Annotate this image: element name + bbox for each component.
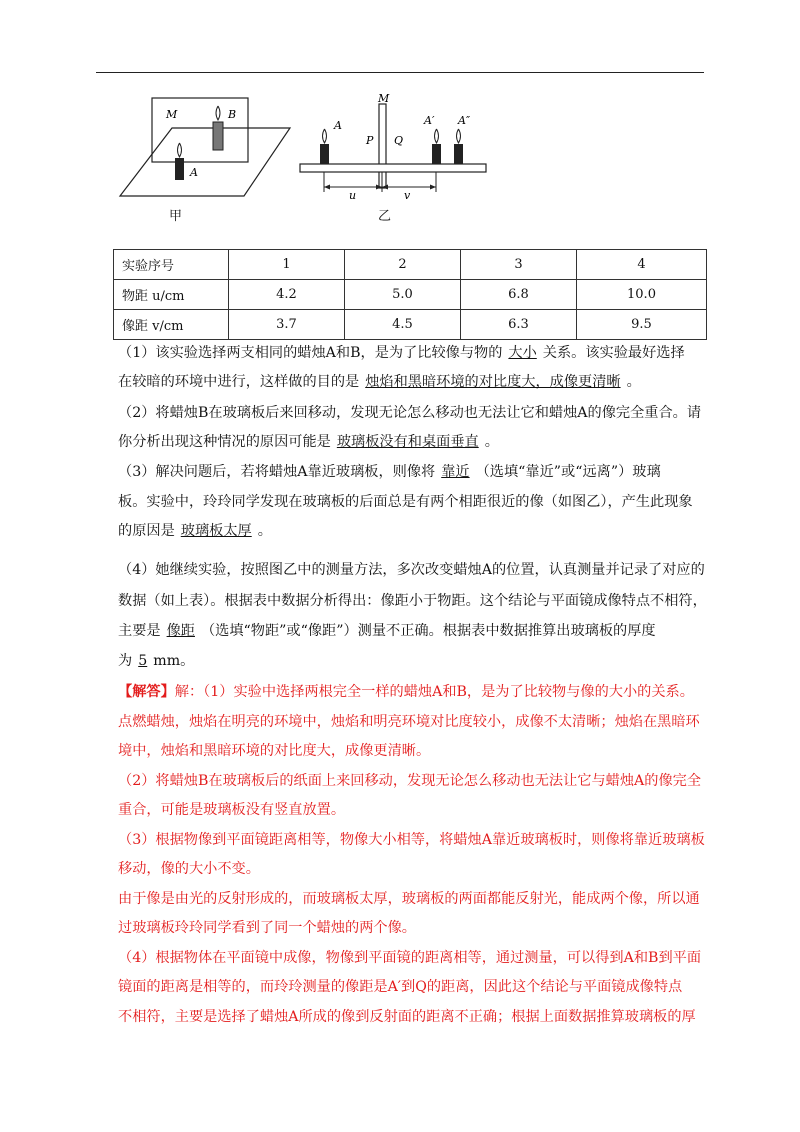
table-cell: 物距 u/cm (114, 280, 229, 310)
table-row (114, 250, 707, 280)
answer-line: （3）根据物像到平面镜距离相等，物像大小相等，将蜡烛A靠近玻璃板时，则像将靠近玻璃板 (118, 832, 705, 848)
answer-blank: 玻璃板太厚 (180, 523, 252, 539)
table-cell: 10.0 (577, 280, 707, 310)
caption-jia: 甲 (169, 209, 183, 224)
flame-b (216, 106, 220, 120)
answer-line: 移动，像的大小不变。 (118, 861, 260, 877)
answer-blank: 5 (138, 653, 148, 669)
label-u: u (349, 189, 357, 202)
answer-blank: 烛焰和黑暗环境的对比度大，成像更清晰 (365, 374, 621, 390)
answer-line: 【解答】解：（1）实验中选择两根完全一样的蜡烛A和B，是为了比较物与像的大小的关系。 (118, 684, 694, 700)
label-a-double-prime: A″ (458, 114, 471, 127)
arrow (430, 185, 436, 190)
image-a1 (432, 144, 441, 164)
candle-b (213, 122, 223, 150)
label-b: B (228, 108, 237, 121)
answer-tag: 【解答】 (118, 684, 175, 700)
table-cell: 3.7 (229, 310, 345, 340)
table-cell: 4.5 (345, 310, 461, 340)
label-p: P (366, 134, 374, 147)
answer-blank: 玻璃板没有和桌面垂直 (336, 434, 479, 450)
table-cell: 实验序号 (114, 250, 229, 280)
answer-line: 过玻璃板玲玲同学看到了同一个蜡烛的两个像。 (118, 920, 416, 936)
measurement-table (113, 249, 707, 340)
q3-line2: 板。实验中，玲玲同学发现在玻璃板的后面总是有两个相距很近的像（如图乙），产生此现象 (118, 494, 693, 510)
answer-line: 由于像是由光的反射形成的，而玻璃板太厚，玻璃板的两面都能反射光，能成两个像，所以通 (118, 891, 700, 907)
label-v: v (404, 189, 411, 202)
flame-a1 (435, 129, 439, 143)
flame-a2 (457, 129, 461, 143)
table-cell: 5.0 (345, 280, 461, 310)
figure-yi (296, 92, 491, 202)
label-m: M (378, 92, 390, 105)
table-cell: 2 (345, 250, 461, 280)
answer-line: 重合，可能是玻璃板没有竖直放置。 (118, 802, 346, 818)
table-cell: 6.8 (461, 280, 577, 310)
answer-line: （2）将蜡烛B在玻璃板后的纸面上来回移动，发现无论怎么移动也无法让它与蜡烛A的像完全 (118, 773, 702, 789)
caption-yi: 乙 (378, 209, 392, 224)
table-cell: 4 (577, 250, 707, 280)
table-cell: 3 (461, 250, 577, 280)
table-cell: 6.3 (461, 310, 577, 340)
q4-line1: （4）她继续实验，按照图乙中的测量方法，多次改变蜡烛A的位置，认真测量并记录了对应的 (118, 562, 705, 578)
answer-blank: 大小 (508, 345, 537, 361)
table-cell: 像距 v/cm (114, 310, 229, 340)
label-q: Q (394, 134, 404, 147)
table-cell: 1 (229, 250, 345, 280)
answer-blank: 靠近 (441, 464, 470, 480)
label-a: A (190, 166, 198, 179)
table-row (114, 280, 707, 310)
table-cell: 4.2 (229, 280, 345, 310)
flame-a (178, 143, 182, 157)
label-a-prime: A′ (424, 114, 435, 127)
answer-line: 不相符，主要是选择了蜡烛A所成的像到反射面的距离不正确；根据上面数据推算玻璃板的厚 (118, 1009, 696, 1025)
answer-line: 境中，烛焰和黑暗环境的对比度大，成像更清晰。 (118, 743, 431, 759)
label-m: M (166, 108, 178, 121)
label-a: A (334, 119, 342, 132)
table-row (114, 310, 707, 340)
q3-line3: 的原因是 玻璃板太厚 。 (118, 523, 272, 539)
candle-a (175, 158, 184, 180)
answer-line: （4）根据物体在平面镜中成像，物像到平面镜的距离相等，通过测量，可以得到A和B到平面 (118, 950, 702, 966)
q1-line2: 在较暗的环境中进行，这样做的目的是 烛焰和黑暗环境的对比度大，成像更清晰 。 (118, 374, 641, 390)
answer-blank: 像距 (166, 623, 195, 639)
arrow (324, 185, 330, 190)
answer-line: 镜面的距离是相等的，而玲玲测量的像距是A′到Q的距离，因此这个结论与平面镜成像特点 (118, 979, 683, 995)
image-a2 (454, 144, 463, 164)
header-rule (96, 72, 704, 73)
q1-line1: （1）该实验选择两支相同的蜡烛A和B，是为了比较像与物的 大小 关系。该实验最好选择 (118, 345, 685, 361)
q4-line3: 主要是 像距 （选填“物距”或“像距”）测量不正确。根据表中数据推算出玻璃板的厚度 (118, 623, 656, 639)
candle-a (320, 144, 329, 164)
flame-a (323, 129, 327, 143)
base-board (300, 164, 486, 172)
q4-line4: 为 5 mm。 (118, 653, 195, 669)
q2-line1: （2）将蜡烛B在玻璃板后来回移动，发现无论怎么移动也无法让它和蜡烛A的像完全重合。请 (118, 405, 702, 421)
answer-line: 点燃蜡烛，烛焰在明亮的环境中，烛焰和明亮环境对比度较小，成像不太清晰；烛焰在黑暗环 (118, 714, 700, 730)
figure-jia (112, 92, 297, 202)
q2-line2: 你分析出现这种情况的原因可能是 玻璃板没有和桌面垂直 。 (118, 434, 499, 450)
q4-line2: 数据（如上表）。根据表中数据分析得出：像距小于物距。这个结论与平面镜成像特点不相符， (118, 593, 707, 609)
q3-line1: （3）解决问题后，若将蜡烛A靠近玻璃板，则像将 靠近 （选填“靠近”或“远离”）玻璃 (118, 464, 661, 480)
table-cell: 9.5 (577, 310, 707, 340)
